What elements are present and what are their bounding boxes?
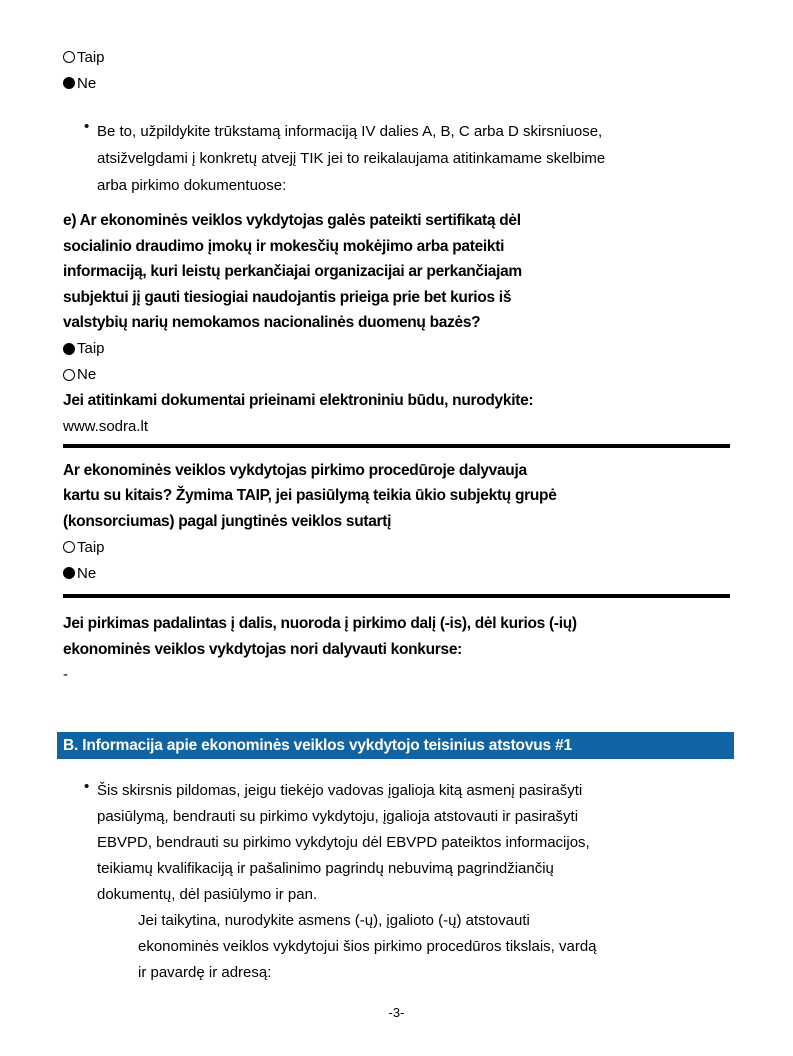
paragraph-line: Ar ekonominės veiklos vykdytojas pirkimo procedūroje dalyvauja <box>63 461 527 479</box>
radio-option-taip[interactable] <box>63 534 730 560</box>
radio-label: Taip <box>77 48 105 66</box>
representatives-note-paragraph <box>138 908 730 986</box>
paragraph-line: valstybių narių nemokamos nacionalinės duomenų bazės? <box>63 314 481 331</box>
paragraph-line: ekonominės veiklos vykdytojas nori dalyvauti konkurse: <box>63 640 463 658</box>
paragraph-line: Be to, užpildykite trūkstamą informaciją IV dalies A, B, C arba D skirsniuose, <box>97 123 603 140</box>
section-b-header: B. Informacija apie ekonominės veiklos vykdytojo teisinius atstovus #1 <box>57 732 734 759</box>
paragraph-line: dokumentų, dėl pasiūlymo ir pan. <box>97 886 318 903</box>
radio-group-top <box>63 44 730 96</box>
paragraph-line: teikiamų kvalifikaciją ir pašalinimo pagrindų nebuvimą pagrindžiančių <box>97 860 554 877</box>
paragraph-line: ir pavardę ir adresą: <box>138 964 272 981</box>
page-number: -3- <box>388 1005 405 1020</box>
section-b-intro-paragraph <box>63 778 730 908</box>
paragraph-line: Jei taikytina, nurodykite asmens (-ų), įgalioto (-ų) atstovauti <box>138 912 530 929</box>
paragraph-line: ekonominės veiklos vykdytojui šios pirkimo procedūros tikslais, vardą <box>138 938 597 955</box>
paragraph-line: informaciją, kuri leistų perkančiajai organizacijai ar perkančiajam <box>63 263 522 280</box>
paragraph-line: arba pirkimo dokumentuose: <box>97 177 287 194</box>
radio-label: Taip <box>77 340 105 357</box>
paragraph-line: e) Ar ekonominės veiklos vykdytojas galės pateikti sertifikatą dėl <box>63 212 521 229</box>
question-lots-paragraph <box>63 611 730 662</box>
paragraph-line: socialinio draudimo įmokų ir mokesčių mokėjimo arba pateikti <box>63 237 505 255</box>
paragraph-line: atsižvelgdami į konkretų atvejį TIK jei to reikalaujama atitinkamame skelbime <box>97 150 606 167</box>
paragraph-line: subjektui jį gauti tiesiogiai naudojantis prieiga prie bet kurios iš <box>63 288 512 306</box>
radio-icon[interactable] <box>63 541 75 553</box>
radio-group-social-security <box>63 336 730 388</box>
radio-option-taip[interactable] <box>63 336 730 362</box>
radio-icon[interactable] <box>63 77 75 89</box>
radio-option-ne[interactable] <box>63 70 730 96</box>
question-group-paragraph <box>63 458 730 535</box>
radio-icon[interactable] <box>63 369 75 381</box>
radio-label: Taip <box>77 538 105 556</box>
paragraph-line: kartu su kitais? Žymima TAIP, jei pasiūlymą teikia ūkio subjektų grupė <box>63 487 557 504</box>
radio-icon[interactable] <box>63 567 75 579</box>
paragraph-line: Šis skirsnis pildomas, jeigu tiekėjo vadovas įgalioja kitą asmenį pasirašyti <box>97 782 583 799</box>
radio-label: Ne <box>77 74 97 92</box>
radio-option-taip[interactable] <box>63 44 730 70</box>
radio-label: Ne <box>77 564 97 582</box>
radio-group-participation <box>63 534 730 586</box>
lots-value: - <box>63 666 68 683</box>
edocs-label: Jei atitinkami dokumentai prieinami elektroniniu būdu, nurodykite: <box>63 391 534 409</box>
question-e-paragraph <box>63 208 730 336</box>
radio-option-ne[interactable] <box>63 560 730 586</box>
fill-info-bullet-paragraph <box>63 118 730 199</box>
divider-rule <box>63 444 730 448</box>
radio-icon[interactable] <box>63 51 75 63</box>
paragraph-line: pasiūlymą, bendrauti su pirkimo vykdytoju, įgalioja atstovauti ir pasirašyti <box>97 808 579 825</box>
paragraph-line: EBVPD, bendrauti su pirkimo vykdytoju dėl EBVPD pateiktos informacijos, <box>97 834 590 851</box>
divider-rule <box>63 594 730 598</box>
paragraph-line: Jei pirkimas padalintas į dalis, nuoroda į pirkimo dalį (-is), dėl kurios (-ių) <box>63 615 577 632</box>
radio-icon[interactable] <box>63 343 75 355</box>
radio-label: Ne <box>77 366 97 383</box>
paragraph-line: (konsorciumas) pagal jungtinės veiklos sutartį <box>63 512 392 530</box>
edocs-value: www.sodra.lt <box>63 417 149 435</box>
radio-option-ne[interactable] <box>63 362 730 388</box>
bullet-icon: • <box>84 118 90 135</box>
bullet-icon: • <box>84 778 90 795</box>
